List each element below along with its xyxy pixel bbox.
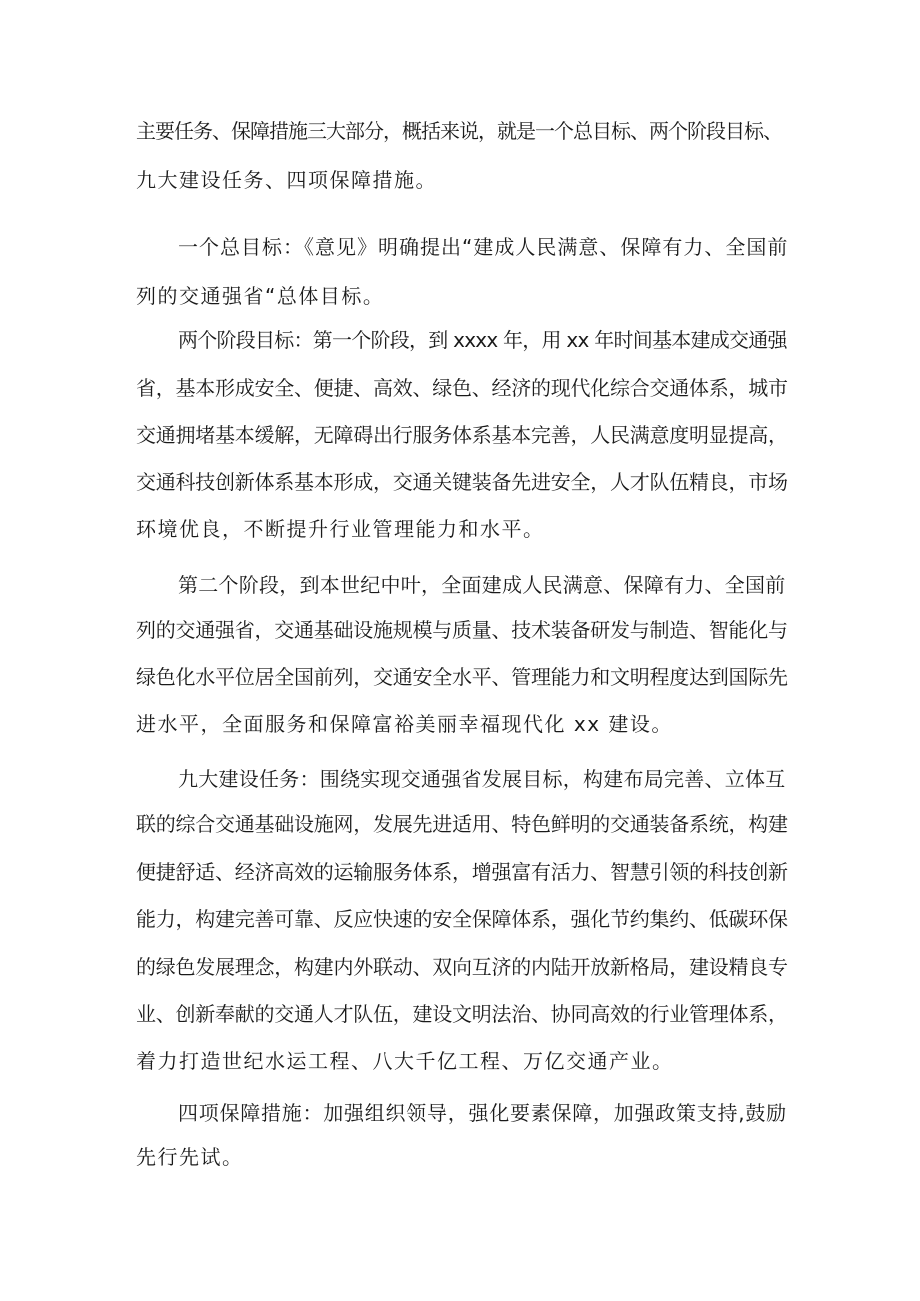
text-line: 四项保障措施：加强组织领导，强化要素保障，加强政策支持,鼓励	[178, 1101, 787, 1125]
text-line: 第二个阶段，到本世纪中叶，全面建成人民满意、保障有力、全国前	[178, 573, 786, 597]
text-line: 能力，构建完善可靠、反应快速的安全保障体系，强化节约集约、低碳环保	[136, 907, 788, 931]
text-line: 着力打造世纪水运工程、八大千亿工程、万亿交通产业。	[136, 1049, 674, 1073]
text-line: 九大建设任务、四项保障措施。	[136, 168, 437, 192]
text-line: 先行先试。	[136, 1145, 244, 1169]
text-line: 便捷舒适、经济高效的运输服务体系，增强富有活力、智慧引领的科技创新	[136, 860, 788, 884]
text-line: 列的交通强省“总体目标。	[136, 284, 385, 308]
text-line: 交通拥堵基本缓解，无障碍出行服务体系基本完善，人民满意度明显提高，	[136, 423, 788, 447]
text-line: 环境优良，不断提升行业管理能力和水平。	[136, 517, 545, 541]
text-line: 进水平，全面服务和保障富裕美丽幸福现代化 xx 建设。	[136, 712, 673, 736]
text-line: 两个阶段目标：第一个阶段，到 xxxx 年，用 xx 年时间基本建成交通强	[178, 328, 787, 352]
text-line: 交通科技创新体系基本形成，交通关键装备先进安全，人才队伍精良，市场	[136, 470, 788, 494]
text-line: 绿色化水平位居全国前列，交通安全水平、管理能力和文明程度达到国际先	[136, 665, 788, 689]
text-line: 的绿色发展理念，构建内外联动、双向互济的内陆开放新格局，建设精良专	[136, 955, 788, 979]
text-line: 九大建设任务：围绕实现交通强省发展目标，构建布局完善、立体互	[178, 767, 786, 791]
text-line: 联的综合交通基础设施网，发展先进适用、特色鲜明的交通装备系统，构建	[136, 812, 788, 836]
text-line: 省，基本形成安全、便捷、高效、绿色、经济的现代化综合交通体系，城市	[136, 376, 788, 400]
text-line: 一个总目标：《意见》明确提出“建成人民满意、保障有力、全国前	[178, 235, 789, 259]
text-line: 列的交通强省，交通基础设施规模与质量、技术装备研发与制造、智能化与	[136, 618, 788, 642]
text-line: 主要任务、保障措施三大部分，概括来说，就是一个总目标、两个阶段目标、	[136, 119, 782, 143]
text-line: 业、创新奉献的交通人才队伍，建设文明法治、协同高效的行业管理体系，	[136, 1002, 788, 1026]
